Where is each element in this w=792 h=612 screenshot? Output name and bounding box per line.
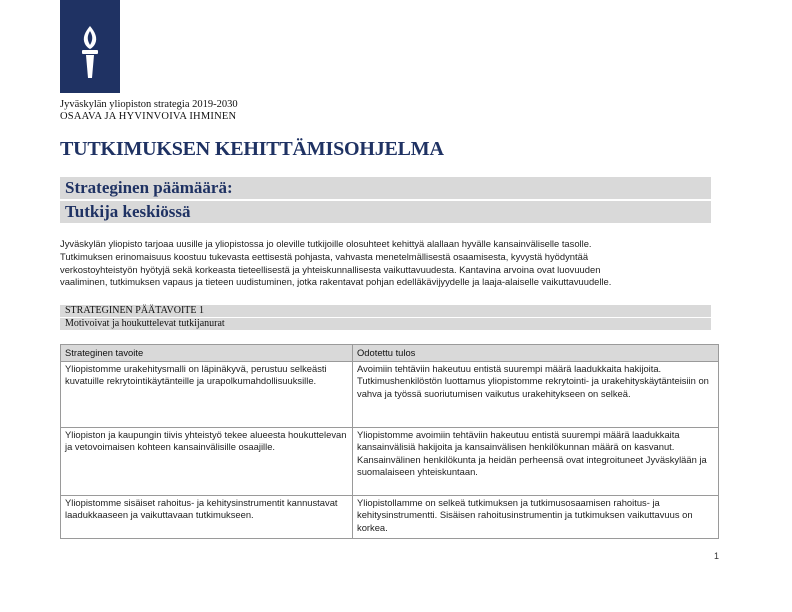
goal-label-bar <box>60 177 711 199</box>
page-number: 1 <box>714 551 720 561</box>
torch-icon <box>76 24 104 82</box>
goals-table <box>60 344 719 539</box>
goal-cell: Yliopistomme sisäiset rahoitus- ja kehitysinstrumentit kannustavat laadukkaaseen ja vaikuttavaan tutkimukseen. <box>61 495 353 539</box>
column-header-result: Odotettu tulos <box>353 345 719 362</box>
table-row <box>61 495 719 539</box>
page-title: TUTKIMUKSEN KEHITTÄMISOHJELMA <box>60 138 444 160</box>
goal-value-bar <box>60 201 711 223</box>
university-logo <box>60 0 120 93</box>
column-header-goal: Strateginen tavoite <box>61 345 353 362</box>
result-cell: Avoimiin tehtäviin hakeutuu entistä suurempi määrä laadukkaita hakijoita. Tutkimushenkilöstön luottamus yliopistomme rekrytointi- ja urakehityskäytänteisiin on vahva ja työssä suoriutumisen vaikutus urakehitykseen on selkeä. <box>353 361 719 427</box>
intro-line: Jyväskylän yliopisto tarjoaa uusille ja yliopistossa jo oleville tutkijoille olosuhteet kehittyä alallaan hyvälle kansainväliselle tasolle. <box>60 238 592 249</box>
goal-cell: Yliopiston ja kaupungin tiivis yhteistyö tekee alueesta houkuttelevan ja vetovoimaisen kohteen kansainvälisille osaajille. <box>61 427 353 495</box>
intro-line: vaaliminen, tutkimuksen vapaus ja tieteen uudistuminen, jotka rakentavat pohjan edelläkävijyydelle ja laaja-alaiselle vaikuttavuudelle. <box>60 276 612 288</box>
objective-value-bar <box>60 318 711 330</box>
objective-value: Motivoivat ja houkuttelevat tutkijanurat <box>65 318 225 329</box>
table-row <box>61 361 719 427</box>
table-row <box>61 427 719 495</box>
strategy-subtitle: OSAAVA JA HYVINVOIVA IHMINEN <box>60 111 237 122</box>
intro-line: verkostoyhteistyön hyötyjä sekä korkeasta tieteellisestä ja yhteiskunnallisesta vaikuttavuudesta. Kantavina arvoina ovat luovuuden <box>60 263 601 275</box>
intro-line: Tutkimuksen erinomaisuus koostuu tukevasta eettisestä pohjasta, vahvasta menetelmällisestä osaamisesta, kyvystä hyödyntää <box>60 250 589 262</box>
strategy-line: Jyväskylän yliopiston strategia 2019-2030 <box>60 99 238 110</box>
goal-value: Tutkija keskiössä <box>65 202 191 221</box>
objective-label: STRATEGINEN PÄÄTAVOITE 1 <box>65 305 205 316</box>
goal-label: Strateginen päämäärä: <box>65 178 233 197</box>
intro-paragraph <box>60 238 720 289</box>
goal-cell: Yliopistomme urakehitysmalli on läpinäkyvä, perustuu selkeästi kuvatuille rekrytointikäytänteille ja urapolkumahdollisuuksille. <box>61 361 353 427</box>
result-cell: Yliopistollamme on selkeä tutkimuksen ja tutkimusosaamisen rahoitus- ja kehitysinstrumentti. Sisäisen rahoitusinstrumentin ja tutkimuksen vaikuttavuus on korkea. <box>353 495 719 539</box>
objective-label-bar <box>60 305 711 317</box>
result-cell: Yliopistomme avoimiin tehtäviin hakeutuu entistä suurempi määrä laadukkaita kansainvälisiä hakijoita ja kansainvälisen henkilökunnan määrä on kasvanut. Kansainvälinen henkilökunta ja heidän perheensä ovat integroituneet Jyväskylään ja suomalaiseen yhteiskuntaan. <box>353 427 719 495</box>
table-header-row <box>61 345 719 362</box>
